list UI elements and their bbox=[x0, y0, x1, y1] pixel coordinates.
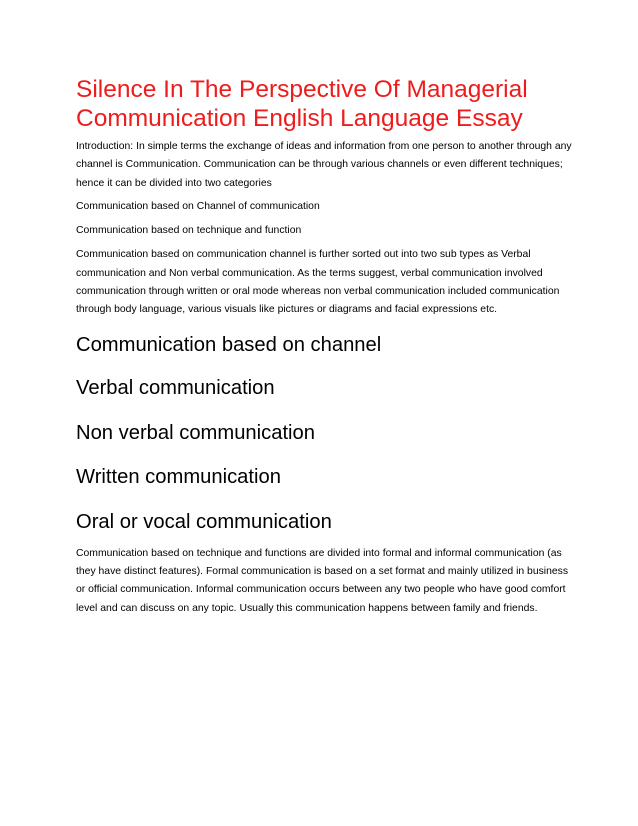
technique-paragraph: Communication based on technique and functions are divided into formal and informal communication (as they have distinct features). Formal communication is based on a set format and mainly utilized in business or official communication. Informal communication occurs between any two people who have good comfort level and can discuss on any topic. Usually this communication happens between family and friends. bbox=[76, 547, 569, 614]
heading-communication-based-on-channel: Communication based on channel bbox=[76, 333, 382, 356]
category-technique: Communication based on technique and function bbox=[76, 225, 302, 237]
intro-paragraph: Introduction: In simple terms the exchange of ideas and information from one person to another through any channel is Communication. Communication can be through various channels or even different techniques; hence it can be divided into two categories bbox=[76, 141, 572, 189]
document-title: Silence In The Perspective Of Managerial Communication English Language Essay bbox=[76, 76, 528, 132]
heading-oral-communication: Oral or vocal communication bbox=[76, 510, 332, 533]
heading-written-communication: Written communication bbox=[76, 465, 281, 488]
document-page bbox=[76, 76, 576, 623]
heading-non-verbal-communication: Non verbal communication bbox=[76, 421, 315, 444]
channel-paragraph: Communication based on communication channel is further sorted out into two sub types as Verbal communication and Non verbal communication. As the terms suggest, verbal communication involved communication through written or oral mode whereas non verbal communication included communication through body language, various visuals like pictures or diagrams and facial expressions etc. bbox=[76, 249, 560, 316]
heading-verbal-communication: Verbal communication bbox=[76, 376, 275, 399]
category-channel: Communication based on Channel of communication bbox=[76, 200, 320, 212]
